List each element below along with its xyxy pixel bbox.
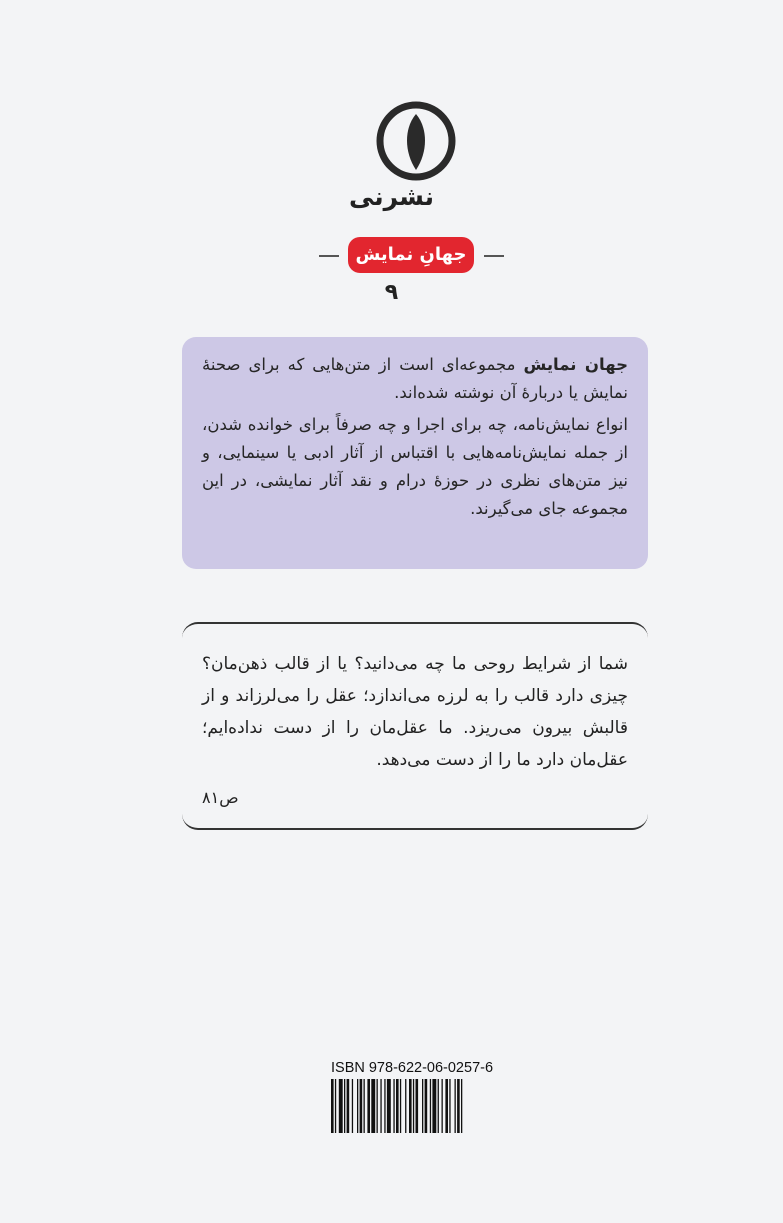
ney-leaf-logo-icon — [375, 100, 457, 182]
series-description-box — [182, 337, 648, 569]
barcode — [331, 1079, 503, 1133]
quote-box — [182, 622, 648, 830]
publisher-name: نشرنی — [348, 182, 435, 211]
blurb-bold-lead: جهان نمایش — [523, 355, 628, 374]
quote-text: شما از شرایط روحی ما چه می‌دانید؟ یا از قالب ذهن‌مان؟ چیزی دارد قالب را به لرزه می‌اندازد؛ عقل را می‌لرزاند و از قالبش بیرون می‌ریزد. ما عقل‌مان را از دست نداده‌ایم؛ عقل‌مان دارد ما را از دست می‌دهد. — [202, 654, 628, 770]
quote-page-reference: ص۸۱ — [202, 788, 239, 807]
isbn-number: ISBN 978-622-06-0257-6 — [331, 1060, 494, 1076]
blurb-paragraph-1 — [202, 351, 628, 407]
series-badge: جهانِ نمایش — [348, 237, 474, 273]
divider-left — [319, 255, 339, 257]
series-number: ۹ — [384, 280, 399, 305]
blurb-text-1: مجموعه‌ای است از متن‌هایی که برای صحنهٔ نمایش یا دربارهٔ آن نوشته شده‌اند. — [202, 355, 628, 402]
blurb-paragraph-2: انواع نمایش‌نامه، چه برای اجرا و چه صرفاً برای خوانده شدن، از جمله نمایش‌نامه‌هایی با اقتباس از آثار ادبی یا سینمایی، و نیز متن‌های نظری در حوزهٔ درام و نقد آثار نمایشی، در این مجموعه جای می‌گیرند. — [202, 415, 628, 518]
divider-right — [484, 255, 504, 257]
